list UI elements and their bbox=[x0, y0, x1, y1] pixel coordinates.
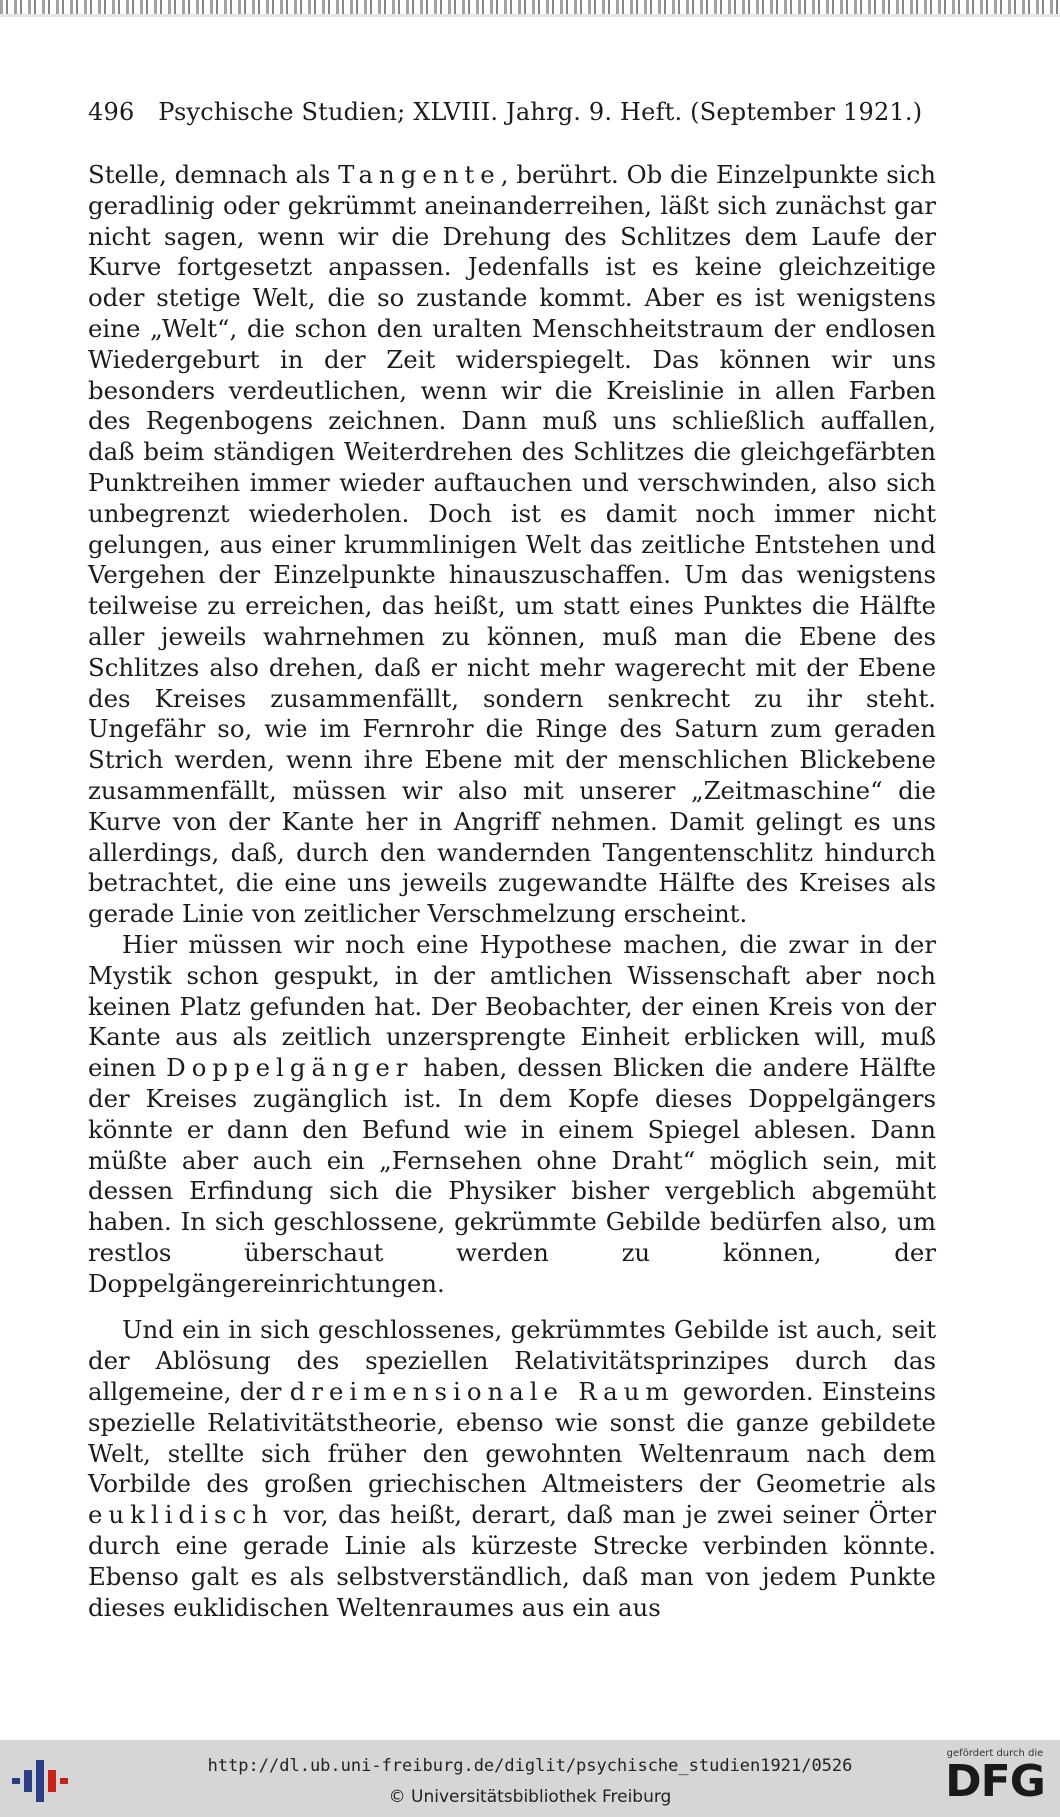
text-run: vor, das heißt, derart, daß man je zwei seiner Örter durch eine gerade Linie als kürzeste Strecke verbinden könnte. Ebenso galt es als selbstverständlich, daß man von jedem Punkte dieses euklidischen Weltenraumes aus ein aus bbox=[88, 1500, 936, 1622]
dfg-logo-text: DFG bbox=[945, 1756, 1045, 1807]
scan-edge-artifact bbox=[0, 0, 1060, 14]
paragraph-1 bbox=[88, 160, 936, 930]
copyright-notice: © Universitätsbibliothek Freiburg bbox=[388, 1787, 672, 1807]
body-text bbox=[88, 160, 936, 1623]
dfg-funding-note: gefördert durch die bbox=[946, 1748, 1044, 1759]
scan-edge-shadow bbox=[0, 14, 1060, 17]
page-number: 496 bbox=[88, 98, 135, 126]
spaced-term: Tangente bbox=[338, 160, 501, 189]
spaced-term: dreimensionale Raum bbox=[289, 1377, 675, 1407]
spaced-term: Doppelgänger bbox=[166, 1053, 414, 1083]
running-header bbox=[88, 98, 988, 126]
text-run: Hier müssen wir noch eine Hypothese machen, die zwar in der Mystik schon gespukt, in der amtlichen Wissenschaft aber noch keinen Platz gefunden hat. Der Beobachter, der einen Kreis von der Kante aus als zeitlich unzersprengte Einheit erblicken will, muß einen bbox=[88, 929, 936, 1083]
text-run: Stelle, demnach als bbox=[88, 160, 339, 189]
dfg-logo bbox=[936, 1748, 1054, 1812]
text-run: Und ein in sich geschlossenes, gekrümmtes Gebilde ist auch, seit der Ablösung des speziellen Relativitätsprinzipes durch das allgemeine, der bbox=[88, 1315, 936, 1407]
text-run: , berührt. Ob die Einzelpunkte sich geradlinig oder gekrümmt aneinanderreihen, läßt sich zunächst gar nicht sagen, wenn wir die Drehung des Schlitzes dem Laufe der Kurve fortgesetzt anpassen. Jedenfalls ist es keine gleichzeitige oder stetige Welt, die so zustande kommt. Aber es ist wenigstens eine „Welt“, die schon den uralten Menschheitstraum der endlosen Wiedergeburt in der Zeit widerspiegelt. Das können wir uns besonders verdeutlichen, wenn wir die Kreislinie in allen Farben des Regenbogens zeichnen. Dann muß uns schließlich auffallen, daß beim ständigen Weiterdrehen des Schlitzes die gleichgefärbten Punktreihen immer wieder auftauchen und verschwinden, also sich unbegrenzt wiederholen. Doch ist es damit noch immer nicht gelungen, aus einer krummlinigen Welt das zeitliche Entstehen und Vergehen der Einzelpunkte hinauszuschaffen. Um das wenigstens teilweise zu erreichen, das heißt, um statt eines Punktes die Hälfte aller jeweils wahrnehmen zu können, muß man die Ebene des Schlitzes also drehen, daß er nicht mehr wagerecht mit der Ebene des Kreises zusammenfällt, sondern senkrecht zu ihr steht. Ungefähr so, wie im Fernrohr die Ringe des Saturn zum geraden Strich werden, wenn ihre Ebene mit der menschlichen Blickebene zusammenfällt, müssen wir also mit unserer „Zeitmaschine“ die Kurve von der Kante her in Angriff nehmen. Damit gelingt es uns allerdings, daß, durch den wandernden Tangentenschlitz hindurch betrachtet, die eine uns jeweils zugewandte Hälfte des Kreises als gerade Linie von zeitlicher Verschmelzung erscheint. bbox=[88, 160, 936, 929]
permalink-url[interactable]: http://dl.ub.uni-freiburg.de/diglit/psychische_studien1921/0526 bbox=[207, 1756, 853, 1776]
paragraph-3 bbox=[88, 1315, 936, 1623]
text-run: haben, dessen Blicken die andere Hälfte der Kreises zugänglich ist. In dem Kopfe dieses Doppelgängers könnte er dann den Befund wie in einem Spiegel ablesen. Dann müßte aber auch ein „Fernsehen ohne Draht“ möglich sein, mit dessen Erfindung sich die Physiker bisher vergeblich abgemüht haben. In sich geschlossene, gekrümmte Gebilde bedürfen also, um restlos überschaut werden zu können, der Doppelgängereinrichtungen. bbox=[88, 1053, 936, 1298]
running-title: Psychische Studien; XLVIII. Jahrg. 9. Heft. (September 1921.) bbox=[158, 98, 923, 126]
text-run: geworden. Einsteins spezielle Relativitätstheorie, ebenso wie sonst die ganze gebildete Welt, stellte sich früher den gewohnten Weltenraum nach dem Vorbilde des großen griechischen Altmeisters der Geometrie als bbox=[88, 1377, 936, 1499]
paragraph-2 bbox=[88, 930, 936, 1300]
spaced-term: euklidisch bbox=[88, 1500, 274, 1530]
viewer-footer bbox=[0, 1740, 1060, 1817]
